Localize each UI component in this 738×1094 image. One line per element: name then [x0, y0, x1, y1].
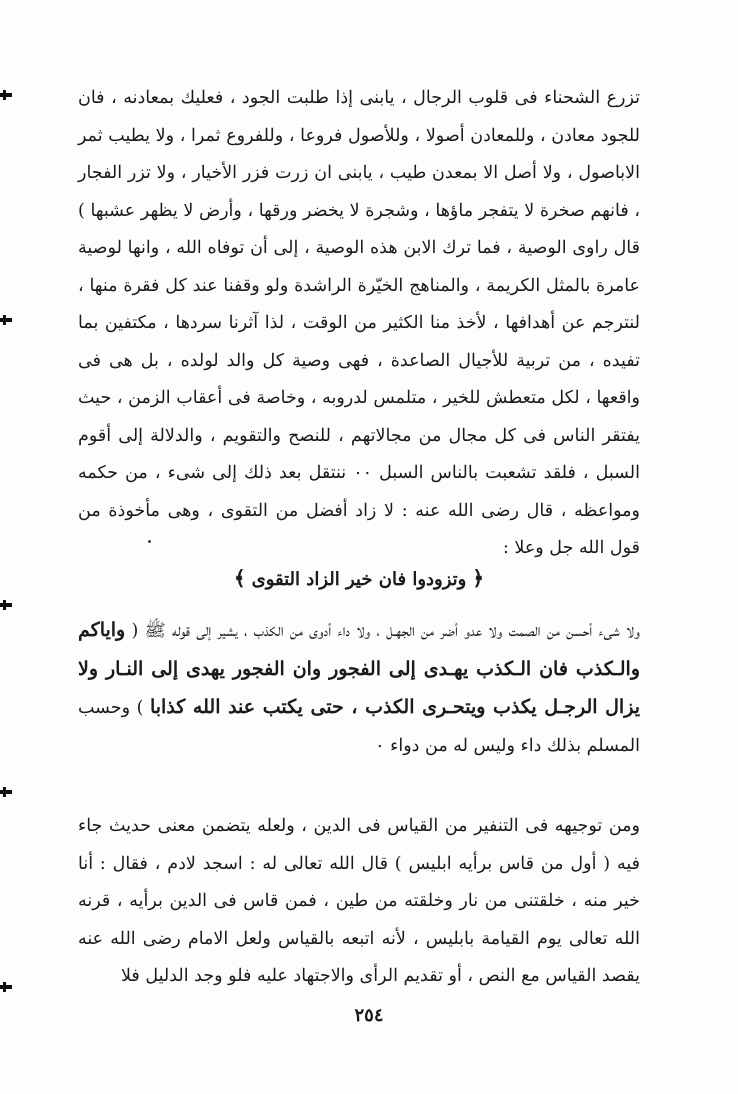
paragraph-3: ومن توجيهه فى التنفير من القياس فى الدين ، ولعله يتضمن معنى حديث جاء فيه ( أول من قاس برأيه ابليس ) قال الله تعالى له : اسجد لادم ، فقال : أنا خير منه ، خلقتنى من نار وخلقته من طين ، فمن قاس فى الدين برأيه ، قرنه الله تعالى يوم القيامة بابليس ، لأنه اتبعه بالقياس ولعل الامام رضى الله عنه يقصد القياس مع النص ، أو تقديم الرأى والاجتهاد عليه فلو وجد الدليل فلا	[78, 816, 640, 986]
paragraph-block-1	[78, 80, 640, 568]
margin-mark	[0, 93, 12, 97]
margin-mark	[0, 603, 12, 607]
paragraph-2	[78, 612, 640, 765]
paragraph-1: تزرع الشحناء فى قلوب الرجال ، يابنى إذا طلبت الجود ، فعليك بمعادنه ، فان للجود معادن ، وللمعادن أصولا ، وللأصول فروعا ، وللفروع ثمرا ، ولا يطيب ثمر الاباصول ، ولا أصل الا بمعدن طيب ، يابنى ان زرت فزر الأخيار ، ولا تزر الفجار ، فانهم صخرة لا يتفجر ماؤها ، وشجرة لا يخضر ورقها ، وأرض لا يظهر عشبها ) قال راوى الوصية ، فما ترك الابن هذه الوصية ، إلى أن توفاه الله ، وانها لوصية عامرة بالمثل الكريمة ، والمناهج الخيّرة الراشدة ولو وقفنا عند كل فقرة منها ، لنترجم عن أهدافها ، لأخذ منا الكثير من الوقت ، لذا آثرنا سردها ، مكتفين بما تفيده ، من تربية للأجيال الصاعدة ، فهى وصية كل والد لولده ، بل هى فى واقعها ، لكل متعطش للخير ، متلمس لدروبه ، وخاصة فى أعقاب الزمن ، حيث يفتقر الناس فى كل مجال من مجالاتهم ، للنصح والتقويم ، والدلالة إلى أقوم السبل ، فلقد تشعبت بالناس السبل ٠٠ ننتقل بعد ذلك إلى شىء ، من حكمه ومواعظه ، قال رضى الله عنه : لا زاد أفضل من التقوى ، وهى مأخوذة من قول الله جل وعلا :	[78, 88, 640, 558]
verse-text: وتزودوا فان خير الزاد التقوى	[251, 569, 467, 590]
paragraph-block-2	[78, 612, 640, 765]
quran-verse	[78, 560, 640, 598]
margin-mark	[0, 318, 12, 322]
ornate-bracket-close: ﴾	[233, 566, 246, 590]
page-number: ٢٥٤	[354, 1005, 384, 1026]
margin-mark	[0, 790, 12, 794]
paragraph-2-start: ولا شىء أحسن من الصمت ولا عدو أضر من الجهـل ، ولا داء أدوى من الكذب ، يشير إلى قوله ﷺ (	[125, 621, 640, 641]
margin-mark	[0, 985, 12, 989]
paragraph-block-3	[78, 808, 640, 996]
paragraph-2-end: ) وحسب المسلم بذلك داء وليس له من دواء ٠	[78, 698, 640, 756]
hadith-text: واياكم والـكذب فان الـكذب يهـدى إلى الفجور وان الفجور يهدى إلى النـار ولا يزال الرجـل يكذب ويتحـرى الكذب ، حتى يكتب عند الله كذابا	[78, 619, 640, 718]
ornate-bracket-open: ﴿	[472, 566, 485, 590]
